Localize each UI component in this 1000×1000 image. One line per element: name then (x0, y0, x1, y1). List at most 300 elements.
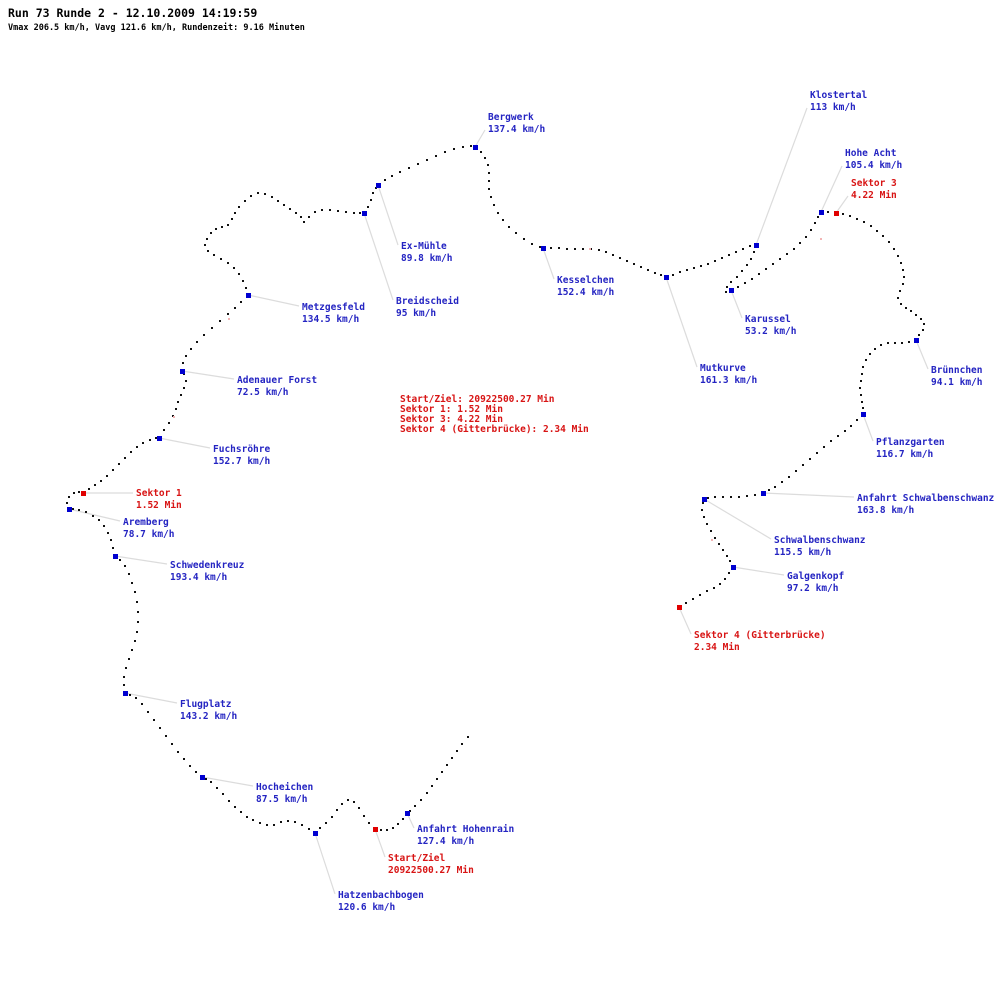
track-dot (444, 151, 446, 153)
km-dot (173, 416, 175, 418)
leader-line-sektor-4-gitterbr-cke (679, 607, 691, 634)
track-dot (137, 611, 139, 613)
track-dot (372, 192, 374, 194)
track-dot (908, 341, 910, 343)
label-name: Pflanzgarten (876, 437, 945, 448)
track-dot (397, 823, 399, 825)
track-dot (277, 200, 279, 202)
leader-line-klostertal (756, 108, 807, 245)
label-name: Anfahrt Hohenrain (417, 824, 515, 835)
track-label-fuchsr-hre (213, 444, 270, 468)
track-dot (861, 373, 863, 375)
leader-line-start-ziel (375, 829, 385, 857)
track-dot (902, 269, 904, 271)
track-dot (860, 394, 862, 396)
track-dot (910, 310, 912, 312)
leader-line-kesselchen (543, 248, 554, 279)
track-dot (719, 583, 721, 585)
marker-fuchsr-hre (157, 436, 162, 441)
track-dot (633, 263, 635, 265)
track-dot (692, 598, 694, 600)
marker-galgenkopf (731, 565, 736, 570)
track-dot (124, 457, 126, 459)
track-dot (234, 307, 236, 309)
track-label-klostertal (810, 90, 867, 114)
track-dot (707, 497, 709, 499)
track-dot (300, 216, 302, 218)
track-dot (125, 667, 127, 669)
track-dot (726, 555, 728, 557)
track-dot (531, 243, 533, 245)
track-dot (123, 684, 125, 686)
track-dot (295, 212, 297, 214)
track-label-metzgesfeld (302, 302, 365, 326)
track-label-hohe-acht (845, 148, 902, 172)
label-value: 134.5 km/h (302, 314, 360, 325)
track-dot (204, 244, 206, 246)
label-value: 53.2 km/h (745, 326, 797, 337)
track-dot (273, 824, 275, 826)
track-dot (862, 407, 864, 409)
track-dot (100, 480, 102, 482)
track-dot (345, 211, 347, 213)
track-dot (862, 366, 864, 368)
track-dot (795, 470, 797, 472)
label-name: Adenauer Forst (237, 375, 318, 386)
track-dot (647, 269, 649, 271)
label-name: Aremberg (123, 517, 169, 528)
leader-line-breidscheid (364, 213, 393, 300)
label-name: Start/Ziel (388, 853, 446, 864)
track-dot (799, 242, 801, 244)
track-dot (92, 515, 94, 517)
track-dot (203, 334, 205, 336)
track-dot (321, 209, 323, 211)
track-dot (368, 822, 370, 824)
label-value: 116.7 km/h (876, 449, 934, 460)
label-name: Kesselchen (557, 275, 615, 286)
track-dot (294, 821, 296, 823)
track-dot (233, 267, 235, 269)
track-dot (159, 727, 161, 729)
label-name: Ex-Mühle (401, 241, 447, 252)
track-dot (329, 209, 331, 211)
track-dot (753, 251, 755, 253)
track-dot (359, 212, 361, 214)
track-dot (131, 649, 133, 651)
label-value: 152.4 km/h (557, 287, 615, 298)
track-dot (367, 206, 369, 208)
marker-schwedenkreuz (113, 554, 118, 559)
track-dot (73, 492, 75, 494)
track-dots (66, 145, 925, 834)
track-dot (426, 159, 428, 161)
track-dot (207, 250, 209, 252)
track-dot (750, 258, 752, 260)
track-dot (918, 334, 920, 336)
track-dot (746, 264, 748, 266)
track-dot (686, 269, 688, 271)
track-dot (238, 273, 240, 275)
track-dot (149, 439, 151, 441)
track-dot (189, 765, 191, 767)
track-dot (774, 486, 776, 488)
track-dot (257, 192, 259, 194)
track-label-ex-m-hle (401, 241, 452, 265)
track-dot (870, 225, 872, 227)
track-dot (751, 278, 753, 280)
track-dot (493, 204, 495, 206)
track-dot (363, 815, 365, 817)
marker-squares (67, 145, 919, 836)
track-dot (88, 488, 90, 490)
track-dot (726, 286, 728, 288)
summary-line: Sektor 4 (Gitterbrücke): 2.34 Min (400, 424, 589, 435)
track-dot (110, 539, 112, 541)
track-dot (758, 273, 760, 275)
label-value: 1.52 Min (136, 500, 182, 511)
track-dot (240, 301, 242, 303)
track-dot (480, 151, 482, 153)
track-dot (134, 591, 136, 593)
track-dot (539, 246, 541, 248)
track-dot (654, 272, 656, 274)
label-name: Klostertal (810, 90, 868, 101)
track-dot (508, 226, 510, 228)
label-value: 20922500.27 Min (388, 865, 474, 876)
track-dot (431, 785, 433, 787)
label-name: Karussel (745, 314, 791, 325)
track-dot (497, 212, 499, 214)
track-dot (130, 451, 132, 453)
track-dot (124, 565, 126, 567)
km-dot (711, 539, 713, 541)
label-value: 137.4 km/h (488, 124, 546, 135)
track-dot (713, 587, 715, 589)
page-title: Run 73 Runde 2 - 12.10.2009 14:19:59 (8, 6, 258, 20)
track-dot (802, 464, 804, 466)
marker-start-ziel (373, 827, 378, 832)
track-dot (271, 196, 273, 198)
leader-lines (69, 108, 928, 894)
track-dot (183, 758, 185, 760)
track-dot (353, 801, 355, 803)
track-dot (228, 800, 230, 802)
track-dot (502, 219, 504, 221)
track-label-breidscheid (396, 296, 459, 320)
label-value: 94.1 km/h (931, 377, 983, 388)
track-dot (737, 286, 739, 288)
track-dot (182, 362, 184, 364)
track-dot (106, 475, 108, 477)
km-dot (228, 318, 230, 320)
track-dot (163, 429, 165, 431)
track-dot (837, 435, 839, 437)
track-dot (155, 437, 157, 439)
label-name: Metzgesfeld (302, 302, 365, 313)
track-dot (859, 387, 861, 389)
track-dot (729, 560, 731, 562)
label-name: Schwedenkreuz (170, 560, 245, 571)
track-dot (308, 828, 310, 830)
track-label-hatzenbachbogen (338, 890, 424, 914)
track-dot (550, 247, 552, 249)
track-dot (112, 469, 114, 471)
track-dot (238, 206, 240, 208)
track-dot (612, 254, 614, 256)
track-dot (467, 736, 469, 738)
track-dot (722, 496, 724, 498)
track-dot (754, 494, 756, 496)
label-name: Flugplatz (180, 699, 232, 710)
track-dot (216, 787, 218, 789)
track-dot (710, 530, 712, 532)
track-dot (730, 496, 732, 498)
marker-anfahrt-schwalbenschwanz (761, 491, 766, 496)
leader-line-adenauer-forst (182, 371, 234, 379)
track-dot (402, 818, 404, 820)
track-dot (660, 274, 662, 276)
track-dot (380, 829, 382, 831)
track-dot (240, 811, 242, 813)
marker-br-nnchen (914, 338, 919, 343)
track-label-sektor-1 (136, 488, 182, 512)
label-value: 161.3 km/h (700, 375, 758, 386)
track-dot (640, 266, 642, 268)
track-dot (922, 329, 924, 331)
track-dot (205, 778, 207, 780)
track-dot (131, 582, 133, 584)
track-dot (283, 204, 285, 206)
track-dot (358, 807, 360, 809)
track-dot (844, 430, 846, 432)
track-dot (749, 245, 751, 247)
track-dot (786, 253, 788, 255)
track-label-sektor-4-gitterbr-cke (694, 630, 826, 654)
track-dot (849, 215, 851, 217)
track-dot (85, 511, 87, 513)
track-label-sektor-3 (851, 178, 897, 202)
track-dot (98, 519, 100, 521)
label-value: 95 km/h (396, 308, 437, 319)
marker-sektor-3 (834, 211, 839, 216)
label-value: 4.22 Min (851, 190, 897, 201)
track-label-flugplatz (180, 699, 237, 723)
track-dot (441, 771, 443, 773)
label-value: 113 km/h (810, 102, 856, 113)
track-dot (123, 676, 125, 678)
label-value: 115.5 km/h (774, 547, 832, 558)
track-dot (850, 425, 852, 427)
track-dot (735, 251, 737, 253)
leader-line-fuchsr-hre (159, 438, 210, 448)
label-name: Fuchsröhre (213, 444, 271, 455)
track-dot (119, 559, 121, 561)
track-dot (426, 792, 428, 794)
label-name: Hohe Acht (845, 148, 897, 159)
track-dot (728, 254, 730, 256)
track-dot (266, 824, 268, 826)
track-dot (353, 212, 355, 214)
track-dot (370, 199, 372, 201)
summary-line: Start/Ziel: 20922500.27 Min (400, 394, 555, 405)
leader-line-anfahrt-schwalbenschwanz (763, 493, 854, 497)
track-dot (842, 213, 844, 215)
track-dot (923, 323, 925, 325)
label-name: Bergwerk (488, 112, 534, 123)
track-label-adenauer-forst (237, 375, 317, 399)
track-dot (874, 348, 876, 350)
track-dot (141, 703, 143, 705)
label-value: 72.5 km/h (237, 387, 289, 398)
track-dot (129, 694, 131, 696)
track-label-aremberg (123, 517, 174, 541)
lap-stats-subtitle: Vmax 206.5 km/h, Vavg 121.6 km/h, Rundenzeit: 9.16 Minuten (8, 23, 305, 33)
track-dot (823, 446, 825, 448)
track-dot (118, 463, 120, 465)
track-dot (490, 196, 492, 198)
track-dot (816, 452, 818, 454)
marker-mutkurve (664, 275, 669, 280)
track-dot (136, 446, 138, 448)
track-dot (903, 276, 905, 278)
track-dot (765, 268, 767, 270)
track-dot (180, 394, 182, 396)
track-dot (863, 221, 865, 223)
leader-line-ex-m-hle (378, 185, 398, 245)
track-dot (195, 771, 197, 773)
track-dot (900, 303, 902, 305)
summary-line: Sektor 1: 1.52 Min (400, 404, 503, 415)
track-dot (888, 241, 890, 243)
track-dot (768, 489, 770, 491)
label-name: Hatzenbachbogen (338, 890, 424, 901)
track-dot (456, 750, 458, 752)
track-dot (566, 248, 568, 250)
track-dot (264, 193, 266, 195)
track-label-schwalbenschwanz (774, 535, 866, 559)
track-dot (417, 163, 419, 165)
marker-metzgesfeld (246, 293, 251, 298)
track-dot (175, 408, 177, 410)
track-dot (112, 547, 114, 549)
label-value: 87.5 km/h (256, 794, 308, 805)
track-dot (303, 221, 305, 223)
leader-line-pflanzgarten (863, 414, 873, 441)
track-dot (905, 307, 907, 309)
track-dot (738, 496, 740, 498)
leader-line-schwedenkreuz (115, 556, 167, 564)
track-dot (693, 267, 695, 269)
track-dot (183, 387, 185, 389)
track-dot (598, 249, 600, 251)
track-dot (744, 282, 746, 284)
track-dot (308, 216, 310, 218)
track-dot (699, 594, 701, 596)
track-dot (856, 419, 858, 421)
track-dot (289, 208, 291, 210)
leader-line-flugplatz (125, 693, 177, 703)
track-dot (488, 180, 490, 182)
track-dot (707, 263, 709, 265)
track-dot (901, 342, 903, 344)
track-dot (399, 171, 401, 173)
track-dot (876, 230, 878, 232)
track-dot (619, 257, 621, 259)
track-dot (605, 251, 607, 253)
track-dot (153, 719, 155, 721)
track-dot (523, 238, 525, 240)
track-dot (741, 270, 743, 272)
label-value: 105.4 km/h (845, 160, 903, 171)
track-dot (897, 297, 899, 299)
label-value: 127.4 km/h (417, 836, 475, 847)
track-label-bergwerk (488, 112, 545, 136)
label-value: 120.6 km/h (338, 902, 396, 913)
track-label-start-ziel (388, 853, 474, 877)
track-dot (314, 211, 316, 213)
track-dot (865, 359, 867, 361)
track-dot (779, 258, 781, 260)
track-dot (685, 602, 687, 604)
track-dot (435, 155, 437, 157)
track-dot (250, 195, 252, 197)
label-name: Galgenkopf (787, 571, 845, 582)
label-value: 193.4 km/h (170, 572, 228, 583)
track-dot (72, 508, 74, 510)
track-dot (488, 172, 490, 174)
leader-line-br-nnchen (916, 340, 928, 369)
track-dot (220, 258, 222, 260)
track-dot (222, 793, 224, 795)
track-dot (211, 327, 213, 329)
track-dot (810, 229, 812, 231)
track-label-galgenkopf (787, 571, 844, 595)
leader-line-mutkurve (666, 277, 697, 367)
track-dot (574, 248, 576, 250)
track-dot (185, 380, 187, 382)
track-dot (582, 248, 584, 250)
track-dot (227, 313, 229, 315)
track-dot (196, 341, 198, 343)
track-dot (487, 164, 489, 166)
track-dot (246, 816, 248, 818)
track-dot (882, 235, 884, 237)
track-dot (488, 188, 490, 190)
track-dot (830, 440, 832, 442)
track-dot (136, 601, 138, 603)
track-dot (714, 496, 716, 498)
km-dot (820, 238, 822, 240)
track-dot (861, 401, 863, 403)
track-dot (805, 236, 807, 238)
marker-ex-m-hle (376, 183, 381, 188)
marker-hohe-acht (819, 210, 824, 215)
track-label-anfahrt-schwalbenschwanz (857, 493, 994, 517)
marker-sektor-4-gitterbr-cke (677, 605, 682, 610)
track-label-hocheichen (256, 782, 313, 806)
track-dot (718, 543, 720, 545)
track-dot (724, 578, 726, 580)
track-dot (337, 210, 339, 212)
label-name: Anfahrt Schwalbenschwanz (857, 493, 995, 504)
leader-line-galgenkopf (733, 567, 784, 575)
track-label-kesselchen (557, 275, 614, 299)
track-dot (703, 516, 705, 518)
track-dot (94, 484, 96, 486)
track-dot (336, 809, 338, 811)
label-name: Sektor 1 (136, 488, 182, 499)
